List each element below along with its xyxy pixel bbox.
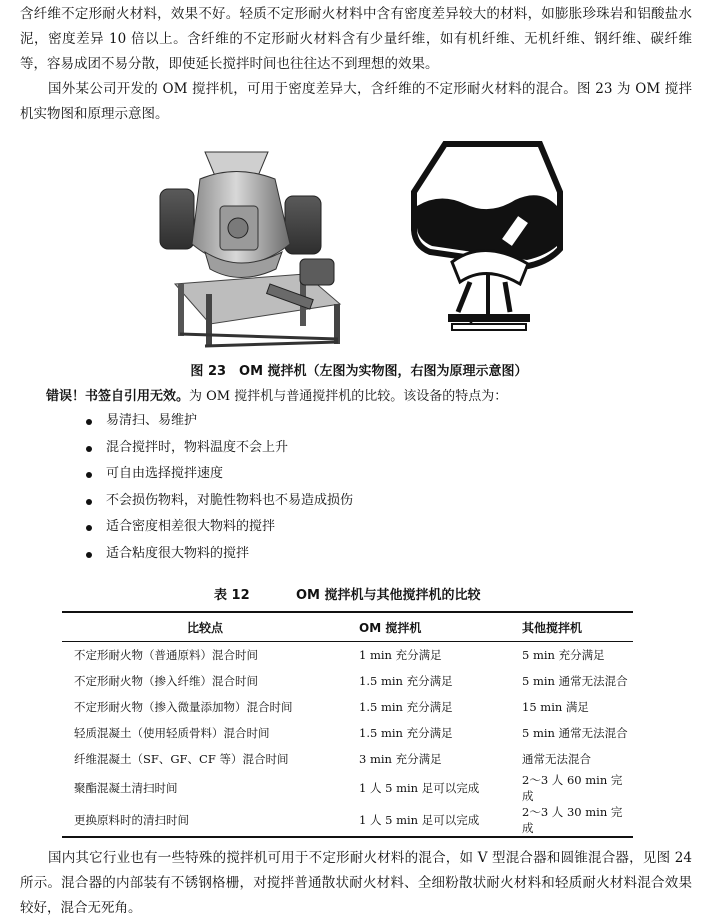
bullet-icon: [86, 446, 92, 452]
list-item: [86, 435, 353, 462]
bullet-icon: [86, 525, 92, 531]
table-cell: 2～3 人 30 min 完成: [516, 804, 633, 837]
table-title: OM 搅拌机与其他搅拌机的比较: [296, 588, 481, 603]
list-item: [86, 541, 353, 568]
paragraph-om-mixer-intro: 国外某公司开发的 OM 搅拌机，可用于密度差异大，含纤维的不定形耐火材料的混合。图 23 为 OM 搅拌机实物图和原理示意图。: [20, 81, 692, 122]
table-cell: 通常无法混合: [522, 752, 591, 766]
table-cell: 1.5 min 充分满足: [359, 674, 453, 688]
feature-list: [86, 408, 353, 567]
table-cell: 不定形耐火物（掺入纤维）混合时间: [74, 674, 258, 688]
table-cell: 不定形耐火物（普通原料）混合时间: [74, 648, 258, 662]
table-row: [62, 642, 633, 669]
mixer-drum: [192, 172, 290, 278]
bullet-icon: [86, 552, 92, 558]
table-cell: 3 min 充分满足: [359, 752, 442, 766]
table-cell: 1.5 min 充分满足: [359, 700, 453, 714]
om-mixer-photo: [0, 134, 718, 354]
table-row: [62, 746, 633, 772]
bullet-icon: [86, 419, 92, 425]
feature-text: 适合密度相差很大物料的搅拌: [106, 519, 276, 534]
table-cell: 2～3 人 60 min 完成: [522, 773, 623, 803]
feature-text: 可自由选择搅拌速度: [106, 466, 224, 481]
table-cell: 15 min 满足: [522, 700, 589, 714]
figure-caption: 图 23 OM 搅拌机（左图为实物图，右图为原理示意图）: [190, 364, 528, 379]
bullet-icon: [86, 499, 92, 505]
table-row: [62, 772, 633, 804]
intro-text: 为 OM 搅拌机与普通搅拌机的比较。该设备的特点为：: [189, 389, 508, 404]
feature-text: 不会损伤物料，对脆性物料也不易造成损伤: [106, 492, 354, 508]
table-cell: 不定形耐火物（掺入微量添加物）混合时间: [74, 700, 293, 714]
list-item: [86, 408, 353, 435]
feature-text: 易清扫、易维护: [106, 413, 198, 428]
list-item: [86, 461, 353, 488]
feature-text: 混合搅拌时，物料温度不会上升: [106, 439, 289, 455]
list-item: [86, 488, 353, 515]
table-number: 表 12: [214, 588, 250, 603]
table-cell: 1 人 5 min 足可以完成: [337, 804, 516, 837]
table-cell: 更换原料时的清扫时间: [62, 804, 337, 837]
figure-23: [0, 134, 718, 354]
table-row: [62, 668, 633, 694]
table-cell: 5 min 通常无法混合: [522, 726, 628, 740]
paragraph-fiber-materials: 含纤维不定形耐火材料，效果不好。轻质不定形耐火材料中含有密度差异较大的材料，如膨胀珍珠岩和铝酸盐水泥，密度差异 10 倍以上。含纤维的不定形耐火材料含有少量纤维，如有机纤维、无机纤维、钢纤维、碳纤维等，容易成团不易分散，即使延长搅拌时间也往往达不到理想的效果。: [20, 6, 692, 72]
comparison-intro: [46, 385, 706, 404]
om-mixer-schematic: [414, 144, 560, 330]
table-cell: 1.5 min 充分满足: [359, 726, 453, 740]
column-header: 比较点: [62, 612, 337, 642]
bullet-icon: [86, 472, 92, 478]
table-cell: 纤维混凝土（SF、GF、CF 等）混合时间: [74, 752, 289, 766]
feature-text: 适合粘度很大物料的搅拌: [106, 545, 250, 561]
list-item: [86, 514, 353, 541]
column-header: 其他搅拌机: [516, 612, 633, 642]
table-cell: 1 min 充分满足: [359, 648, 442, 662]
table-cell: 5 min 通常无法混合: [522, 674, 628, 688]
table-cell: 轻质混凝土（使用轻质骨料）混合时间: [74, 726, 270, 740]
column-header: OM 搅拌机: [337, 612, 516, 642]
table-row: [62, 804, 633, 837]
table-row: [62, 720, 633, 746]
table-cell: 1 人 5 min 足可以完成: [359, 781, 480, 795]
bookmark-error-text: 错误！书签自引用无效。: [46, 389, 190, 404]
table-cell: 5 min 充分满足: [522, 648, 605, 662]
table-cell: 聚酯混凝土清扫时间: [74, 781, 178, 795]
table-header-row: [62, 612, 633, 642]
paragraph-other-mixers: 国内其它行业也有一些特殊的搅拌机可用于不定形耐火材料的混合，如 V 型混合器和圆锥混合器，见图 24 所示。混合器的内部装有不锈钢格栅，对搅拌普通散状耐火材料、全细粉散状耐火材料和轻质耐火材料混合效果较好，混合无死角。: [20, 850, 692, 916]
comparison-table: [62, 611, 633, 838]
table-row: [62, 694, 633, 720]
